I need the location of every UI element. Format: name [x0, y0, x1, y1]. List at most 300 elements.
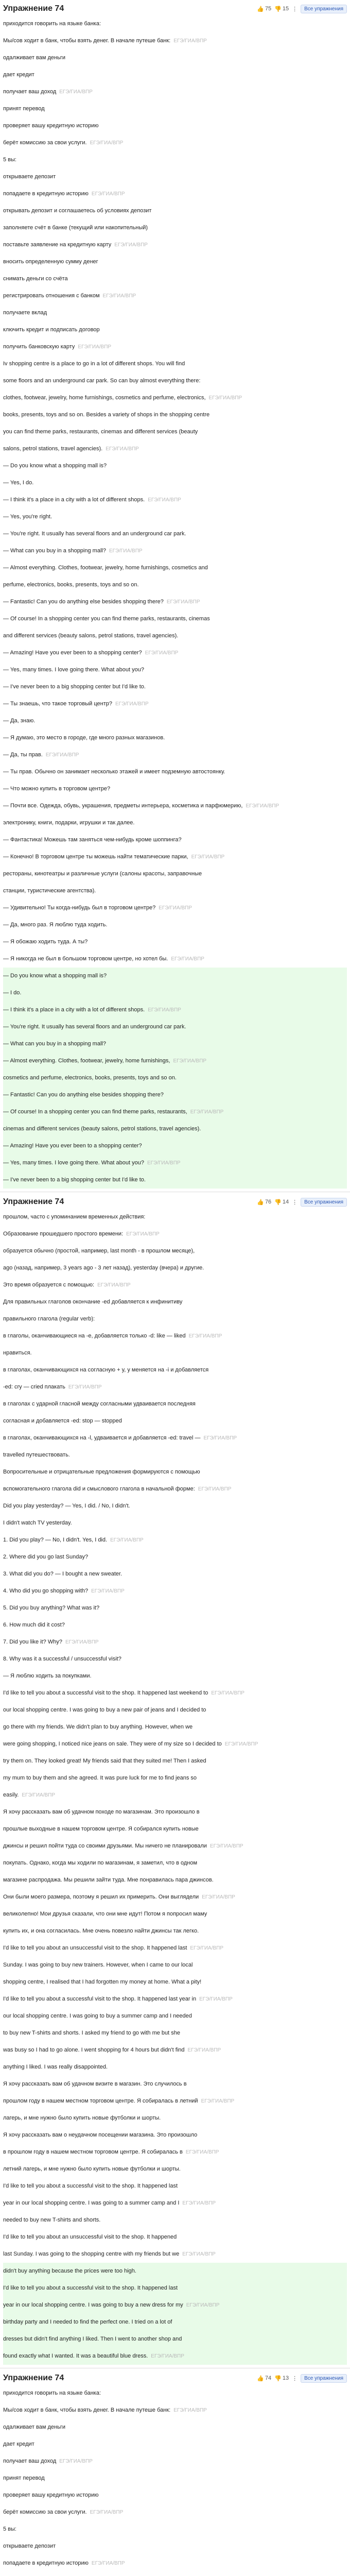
text-line-content: Мы/сов ходит в банк, чтобы взять денег. В начале путеше банк:	[3, 2407, 171, 2413]
watermark: ЕГЭ/ГИА/ВПР	[209, 1843, 243, 1849]
watermark: ЕГЭ/ГИА/ВПР	[126, 1231, 160, 1237]
text-line-content: берёт комиссию за свои услуги.	[3, 2509, 87, 2515]
text-line	[3, 577, 347, 594]
text-line	[3, 2093, 347, 2110]
text-line	[3, 2195, 347, 2212]
watermark: ЕГЭ/ГИА/ВПР	[159, 905, 192, 911]
text-line-content: you can find theme parks, restaurants, cinemas and different services (beauty	[3, 429, 198, 435]
text-line-content: ключить кредит и подписать договор	[3, 327, 100, 333]
exercise-title: Упражнение 74	[3, 2374, 64, 2382]
text-line	[3, 934, 347, 951]
text-line	[3, 798, 347, 815]
text-line-content: try them on. They looked great! My friends said that they suited me! Then I asked	[3, 1758, 206, 1764]
text-line	[3, 747, 347, 764]
exercise-title: Упражнение 74	[3, 1197, 64, 1206]
text-line-content: — Yes, many times. I love going there. What about you?	[3, 667, 144, 673]
text-line	[3, 526, 347, 543]
watermark: ЕГЭ/ГИА/ВПР	[102, 293, 136, 299]
text-line-content: приходится говорить на языке банка:	[3, 21, 101, 27]
dislike-count: 13	[282, 2375, 289, 2381]
text-line	[3, 1838, 347, 1855]
text-line-content: dresses but didn't find anything I liked. Then I went to another shop and	[3, 2336, 182, 2342]
text-line-content: our local shopping centre. I was going to buy a summer camp and I needed	[3, 2013, 192, 2019]
text-line	[3, 1991, 347, 2008]
text-line	[3, 185, 347, 202]
text-line	[3, 457, 347, 474]
text-line	[3, 1957, 347, 1974]
text-line	[3, 270, 347, 287]
text-line	[3, 2008, 347, 2025]
watermark: ЕГЭ/ГИА/ВПР	[148, 1007, 181, 1013]
text-line	[3, 2212, 347, 2229]
text-line	[3, 1634, 347, 1651]
text-line	[3, 679, 347, 696]
exercise-2	[0, 1195, 350, 2365]
text-line-content: получаете вклад	[3, 310, 47, 316]
watermark: ЕГЭ/ГИА/ВПР	[201, 2098, 235, 2104]
like-count: 76	[265, 1199, 272, 1205]
text-line-content: получает ваш доход	[3, 89, 57, 95]
watermark: ЕГЭ/ГИА/ВПР	[90, 140, 124, 146]
text-line	[3, 1413, 347, 1430]
text-line-content: берёт комиссию за свои услуги.	[3, 140, 87, 146]
text-line-content: дает кредит	[3, 2441, 34, 2447]
like-button[interactable]	[257, 6, 271, 12]
watermark: ЕГЭ/ГИА/ВПР	[182, 2200, 216, 2206]
text-line	[3, 1804, 347, 1821]
text-line	[3, 492, 347, 509]
text-line	[3, 100, 347, 117]
text-line	[3, 134, 347, 151]
text-line	[3, 66, 347, 83]
text-line-content: открываете депозит	[3, 2543, 56, 2549]
text-line	[3, 696, 347, 713]
text-line	[3, 2297, 347, 2314]
text-line	[3, 440, 347, 457]
text-line-content: — Почти все. Одежда, обувь, украшения, предметы интерьера, косметика и парфюмерию,	[3, 803, 243, 809]
watermark: ЕГЭ/ГИА/ВПР	[78, 344, 112, 350]
text-line	[3, 1600, 347, 1617]
dislike-button[interactable]	[274, 6, 289, 12]
like-count: 74	[265, 2375, 272, 2381]
text-line-content: cinemas and different services (beauty salons, petrol stations, travel agencies).	[3, 1126, 201, 1132]
text-line-content: to buy new T-shirts and shorts. I asked my friend to go with me but she	[3, 2030, 181, 2036]
watermark: ЕГЭ/ГИА/ВПР	[68, 1384, 102, 1390]
text-line	[3, 2076, 347, 2093]
text-line-content: правильного глагола (regular verb):	[3, 1316, 95, 1322]
watermark: ЕГЭ/ГИА/ВПР	[91, 1588, 125, 1594]
text-line	[3, 1685, 347, 1702]
text-line-content: — Да, знаю.	[3, 718, 36, 724]
watermark: ЕГЭ/ГИА/ВПР	[182, 2251, 216, 2257]
text-line-content: прошлом году в нашем местном торговом центре. Я собиралась в летний	[3, 2098, 198, 2104]
exercise-header	[3, 1195, 347, 1209]
text-line	[3, 2042, 347, 2059]
text-line	[3, 713, 347, 730]
text-line-content: 7. Did you like it? Why?	[3, 1639, 62, 1645]
text-line	[3, 1243, 347, 1260]
text-line	[3, 253, 347, 270]
text-line-content: получает ваш доход	[3, 2458, 57, 2464]
text-line-content: found exactly what I wanted. It was a beautiful blue dress.	[3, 2353, 148, 2359]
text-line	[3, 372, 347, 389]
text-line	[3, 1532, 347, 1549]
text-line	[3, 1155, 347, 1172]
text-line	[3, 2538, 347, 2555]
watermark: ЕГЭ/ГИА/ВПР	[190, 1109, 224, 1115]
text-line-content: — Я обожаю ходить туда. А ты?	[3, 939, 88, 945]
watermark: ЕГЭ/ГИА/ВПР	[173, 38, 207, 44]
watermark: ЕГЭ/ГИА/ВПР	[59, 2459, 93, 2464]
watermark: ЕГЭ/ГИА/ВПР	[91, 2561, 125, 2566]
text-line	[3, 2280, 347, 2297]
watermark: ЕГЭ/ГИА/ВПР	[97, 1282, 131, 1288]
watermark: ЕГЭ/ГИА/ВПР	[203, 1435, 237, 1441]
text-line	[3, 2348, 347, 2365]
text-line	[3, 1172, 347, 1189]
text-line-content: my mum to buy them and she agreed. It was pure luck for me to find jeans so	[3, 1775, 197, 1781]
text-line	[3, 1702, 347, 1719]
like-count: 75	[265, 6, 272, 12]
text-line	[3, 968, 347, 985]
dislike-count: 14	[282, 1199, 289, 1205]
text-line	[3, 1855, 347, 1872]
exercise-2-body	[3, 1209, 347, 2365]
share-icon[interactable]: ⋮	[292, 2375, 298, 2382]
text-line-content: получить банковскую карту	[3, 344, 75, 350]
watermark: ЕГЭ/ГИА/ВПР	[114, 242, 148, 248]
text-line	[3, 1019, 347, 1036]
text-line-content: в прошлом году в нашем местном торговом центре. Я собиралась в	[3, 2149, 183, 2155]
watermark: ЕГЭ/ГИА/ВПР	[202, 1894, 235, 1900]
text-line	[3, 883, 347, 900]
thumbs-down-icon: 👎	[274, 2375, 282, 2382]
text-line	[3, 406, 347, 423]
text-line-content: 5. Did you buy anything? What was it?	[3, 1605, 100, 1611]
all-exercises-button[interactable]: Все упражнения	[301, 2374, 347, 2383]
text-line	[3, 866, 347, 883]
text-line	[3, 1719, 347, 1736]
exercise-title: Упражнение 74	[3, 4, 64, 13]
text-line-content: 5 вы:	[3, 157, 16, 163]
text-line	[3, 594, 347, 611]
text-line	[3, 1226, 347, 1243]
text-line-content: Вопросительные и отрицательные предложения формируются с помощью	[3, 1469, 200, 1475]
text-line-content: нравиться.	[3, 1350, 32, 1356]
text-line-content: лагерь, и мне нужно было купить новые футболки и шорты.	[3, 2115, 161, 2121]
text-line	[3, 1974, 347, 1991]
text-line-content: проверяет вашу кредитную историю	[3, 123, 99, 129]
text-line	[3, 2385, 347, 2402]
watermark: ЕГЭ/ГИА/ВПР	[199, 1996, 233, 2002]
text-line	[3, 2229, 347, 2246]
thumbs-down-icon: 👎	[274, 1199, 282, 1206]
watermark: ЕГЭ/ГИА/ВПР	[65, 1639, 99, 1645]
text-line	[3, 917, 347, 934]
text-line-content: — Да, много раз. Я люблю туда ходить.	[3, 922, 108, 928]
text-line-content: — Of course! In a shopping center you can find theme parks, restaurants, cinemas	[3, 616, 210, 622]
text-line	[3, 2178, 347, 2195]
text-line	[3, 1872, 347, 1889]
text-line-content: Я хочу рассказать вам об удачном визите в магазин. Это случилось в	[3, 2081, 187, 2087]
text-line	[3, 1447, 347, 1464]
text-line	[3, 423, 347, 440]
text-line	[3, 2059, 347, 2076]
exercise-header	[3, 2, 347, 15]
text-line-content: I'd like to tell you about a successful visit to the shop. It happened last year in	[3, 1996, 197, 2002]
text-line	[3, 509, 347, 526]
text-line	[3, 1345, 347, 1362]
watermark: ЕГЭ/ГИА/ВПР	[208, 395, 242, 401]
exercise-tools	[257, 1198, 347, 1207]
text-line	[3, 1209, 347, 1226]
text-line-content: clothes, footwear, jewelry, home furnishings, cosmetics and perfume, electronics,	[3, 395, 206, 401]
text-line	[3, 628, 347, 645]
text-line-content: согласная и добавляется -ed: stop — stopped	[3, 1418, 122, 1424]
thumbs-up-icon: 👍	[257, 2375, 264, 2382]
text-line	[3, 2110, 347, 2127]
text-line-content: salons, petrol stations, travel agencies).	[3, 446, 103, 452]
text-line-content: Для правильных глаголов окончание -ed добавляется к инфинитиву	[3, 1299, 183, 1305]
text-line	[3, 1549, 347, 1566]
watermark: ЕГЭ/ГИА/ВПР	[186, 2302, 220, 2308]
like-button[interactable]	[257, 2375, 271, 2382]
text-line-content: открываете депозит	[3, 174, 56, 180]
text-line-content: — Да, ты прав.	[3, 752, 43, 758]
text-line-content: I'd like to tell you about an unsuccessful visit to the shop. It happened	[3, 2234, 177, 2240]
text-line-content: 1. Did you play? — No, I didn't. Yes, I did.	[3, 1537, 108, 1543]
text-line-content: — Yes, you're right.	[3, 514, 52, 520]
text-line-content: -ed: cry — cried плакать	[3, 1384, 65, 1390]
text-line	[3, 2161, 347, 2178]
watermark: ЕГЭ/ГИА/ВПР	[145, 650, 179, 656]
thumbs-down-icon: 👎	[274, 6, 282, 12]
text-line	[3, 2314, 347, 2331]
text-line-content: регистрировать отношения с банком	[3, 293, 100, 299]
text-line-content: easily.	[3, 1792, 19, 1798]
text-line	[3, 2402, 347, 2419]
text-line	[3, 1311, 347, 1328]
text-line-content: some floors and an underground car park. So can buy almost everything there:	[3, 378, 201, 384]
text-line	[3, 1651, 347, 1668]
text-line	[3, 1583, 347, 1600]
text-line	[3, 219, 347, 236]
text-line	[3, 2487, 347, 2504]
text-line	[3, 1821, 347, 1838]
watermark: ЕГЭ/ГИА/ВПР	[187, 2047, 221, 2053]
watermark: ЕГЭ/ГИА/ВПР	[191, 854, 225, 860]
text-line	[3, 2419, 347, 2436]
watermark: ЕГЭ/ГИА/ВПР	[188, 1333, 222, 1339]
text-line	[3, 2246, 347, 2263]
watermark: ЕГЭ/ГИА/ВПР	[110, 1537, 144, 1543]
text-line-content: — Do you know what a shopping mall is?	[3, 463, 107, 469]
text-line-content: одалживает вам деньги	[3, 55, 65, 61]
watermark: ЕГЭ/ГИА/ВПР	[166, 599, 200, 605]
text-line-content: 4. Who did you go shopping with?	[3, 1588, 89, 1594]
text-line-content: needed to buy new T-shirts and shorts.	[3, 2217, 101, 2223]
text-line	[3, 236, 347, 253]
text-line-content: джинсы и решил пойти туда со своими друзьями. Мы ничего не планировали	[3, 1843, 207, 1849]
text-line-content: — Fantastic! Can you do anything else besides shopping there?	[3, 599, 164, 605]
text-line	[3, 168, 347, 185]
text-line-content: 2. Where did you go last Sunday?	[3, 1554, 89, 1560]
text-line-content: вспомогательного глагола did и смыслового глагола в начальной форме:	[3, 1486, 195, 1492]
text-line-content: — You're right. It usually has several floors and an underground car park.	[3, 1024, 186, 1030]
text-line-content: perfume, electronics, books, presents, toys and so on.	[3, 582, 139, 588]
watermark: ЕГЭ/ГИА/ВПР	[106, 446, 139, 452]
text-line	[3, 1753, 347, 1770]
text-line-content: year in our local shopping centre. I was going to buy a new dress for my	[3, 2302, 183, 2308]
text-line	[3, 611, 347, 628]
text-line	[3, 2144, 347, 2161]
text-line-content: проверяет вашу кредитную историю	[3, 2492, 99, 2498]
text-line-content: — You're right. It usually has several floors and an underground car park.	[3, 531, 186, 537]
watermark: ЕГЭ/ГИА/ВПР	[171, 956, 204, 962]
text-line	[3, 764, 347, 781]
text-line	[3, 1138, 347, 1155]
watermark: ЕГЭ/ГИА/ВПР	[90, 2510, 124, 2515]
share-icon[interactable]: ⋮	[292, 1199, 298, 1206]
dislike-button[interactable]	[274, 1199, 289, 1206]
watermark: ЕГЭ/ГИА/ВПР	[198, 1486, 232, 1492]
text-line-content: were going shopping, I noticed nice jeans on sale. They were of my size so I decided to	[3, 1741, 222, 1747]
text-line-content: Я хочу рассказать вам об удачном походе по магазинам. Это произошло в	[3, 1809, 200, 1815]
watermark: ЕГЭ/ГИА/ВПР	[109, 548, 143, 554]
text-line-content: — Of course! In a shopping center you can find theme parks, restaurants,	[3, 1109, 187, 1115]
text-line	[3, 1617, 347, 1634]
text-line	[3, 1787, 347, 1804]
text-line	[3, 1070, 347, 1087]
text-line-content: — Я никогда не был в большом торговом центре, но хотел бы.	[3, 956, 168, 962]
text-line-content: cosmetics and perfume, electronics, books, presents, toys and so on.	[3, 1075, 177, 1081]
text-line-content: одалживает вам деньги	[3, 2424, 65, 2430]
share-icon[interactable]: ⋮	[292, 6, 298, 12]
text-line-content: Sunday. I was going to buy new trainers. However, when I came to our local	[3, 1962, 193, 1968]
text-line-content: travelled путешествовать.	[3, 1452, 70, 1458]
text-line	[3, 1104, 347, 1121]
text-line-content: I'd like to tell you about a successful visit to the shop. It happened last weekend to	[3, 1690, 208, 1696]
text-line	[3, 1923, 347, 1940]
text-line-content: дает кредит	[3, 72, 34, 78]
text-line-content: прошлые выходные в нашем торговом центре. Я собирался купить новые	[3, 1826, 199, 1832]
text-line-content: покупать. Однако, когда мы ходили по магазинам, я заметил, что в одном	[3, 1860, 198, 1866]
text-line	[3, 849, 347, 866]
text-line	[3, 1464, 347, 1481]
text-line-content: year in our local shopping centre. I was going to a summer camp and I	[3, 2200, 180, 2206]
text-line	[3, 2436, 347, 2453]
exercise-1	[0, 2, 350, 1189]
text-line-content: попадаете в кредитную историю	[3, 191, 89, 197]
text-line-content: станции, туристические агентства).	[3, 888, 96, 894]
text-line-content: — Almost everything. Clothes, footwear, jewelry, home furnishings, cosmetics and	[3, 565, 208, 571]
text-line	[3, 2127, 347, 2144]
text-line-content: вносить определенную сумму денег	[3, 259, 98, 265]
text-line	[3, 2025, 347, 2042]
text-line-content: рестораны, кинотеатры и различные услуги (салоны красоты, заправочные	[3, 871, 202, 877]
text-line	[3, 2521, 347, 2538]
text-line	[3, 985, 347, 1002]
watermark: ЕГЭ/ГИА/ВПР	[22, 1792, 56, 1798]
text-line	[3, 2555, 347, 2572]
dislike-button[interactable]	[274, 2375, 289, 2382]
watermark: ЕГЭ/ГИА/ВПР	[45, 752, 79, 758]
text-line	[3, 2263, 347, 2280]
exercise-header	[3, 2371, 347, 2385]
text-line	[3, 1087, 347, 1104]
text-line-content: didn't buy anything because the prices were too high.	[3, 2268, 136, 2274]
like-button[interactable]	[257, 1199, 271, 1206]
text-line-content: — Ты прав. Обычно он занимает несколько этажей и имеет подземную автостоянку.	[3, 769, 225, 775]
text-line-content: — I think it's a place in a city with a lot of different shops.	[3, 1007, 145, 1013]
text-line	[3, 83, 347, 100]
text-line-content: — Ты знаешь, что такое торговый центр?	[3, 701, 112, 707]
watermark: ЕГЭ/ГИА/ВПР	[173, 1058, 207, 1064]
text-line	[3, 645, 347, 662]
text-line-content: поставьте заявление на кредитную карту	[3, 242, 112, 248]
text-line	[3, 355, 347, 372]
text-line-content: электронику, книги, подарки, игрушки и так далее.	[3, 820, 135, 826]
text-line	[3, 2504, 347, 2521]
watermark: ЕГЭ/ГИА/ВПР	[246, 803, 279, 809]
text-line-content: — What can you buy in a shopping mall?	[3, 1041, 106, 1047]
text-line	[3, 15, 347, 32]
text-line-content: — Я люблю ходить за покупками.	[3, 1673, 92, 1679]
page	[0, 2, 350, 2576]
text-line	[3, 49, 347, 66]
text-line-content: I'd like to tell you about an unsuccessful visit to the shop. It happened last	[3, 1945, 187, 1951]
text-line	[3, 1362, 347, 1379]
watermark: ЕГЭ/ГИА/ВПР	[185, 2149, 219, 2155]
text-line-content: — Amazing! Have you ever been to a shopping center?	[3, 650, 142, 656]
text-line	[3, 1396, 347, 1413]
text-line	[3, 1260, 347, 1277]
text-line	[3, 1668, 347, 1685]
text-line-content: I'd like to tell you about a successful visit to the shop. It happened last	[3, 2183, 178, 2189]
watermark: ЕГЭ/ГИА/ВПР	[224, 1741, 258, 1747]
exercise-3-body	[3, 2385, 347, 2576]
text-line	[3, 1940, 347, 1957]
exercise-3	[0, 2371, 350, 2576]
text-line	[3, 1053, 347, 1070]
exercise-1-body	[3, 15, 347, 1189]
text-line-content: — I've never been to a big shopping center but I'd like to.	[3, 684, 146, 690]
text-line-content: летний лагерь, и мне нужно было купить новые футболки и шорты.	[3, 2166, 181, 2172]
text-line	[3, 304, 347, 321]
text-line-content: Это время образуется с помощью:	[3, 1282, 95, 1288]
watermark: ЕГЭ/ГИА/ВПР	[211, 1690, 244, 1696]
watermark: ЕГЭ/ГИА/ВПР	[115, 701, 149, 707]
text-line	[3, 338, 347, 355]
text-line-content: I'd like to tell you about a successful visit to the shop. It happened last	[3, 2285, 178, 2291]
text-line	[3, 1906, 347, 1923]
text-line-content: заполняете счёт в банке (текущий или накопительный)	[3, 225, 148, 231]
text-line	[3, 832, 347, 849]
all-exercises-button[interactable]: Все упражнения	[301, 5, 347, 13]
text-line	[3, 1277, 347, 1294]
text-line	[3, 117, 347, 134]
text-line	[3, 1002, 347, 1019]
text-line	[3, 2331, 347, 2348]
text-line-content: go there with my friends. We didn't plan to buy anything. However, when we	[3, 1724, 193, 1730]
text-line-content: was busy so I had to go alone. I went shopping for 4 hours but didn't find	[3, 2047, 185, 2053]
text-line-content: — Yes, I do.	[3, 480, 34, 486]
text-line-content: last Sunday. I was going to the shopping centre with my friends but we	[3, 2251, 180, 2257]
text-line	[3, 474, 347, 492]
text-line-content: принят перевод	[3, 106, 45, 112]
all-exercises-button[interactable]: Все упражнения	[301, 1198, 347, 1207]
text-line-content: Образование прошедшего простого времени:	[3, 1231, 124, 1237]
